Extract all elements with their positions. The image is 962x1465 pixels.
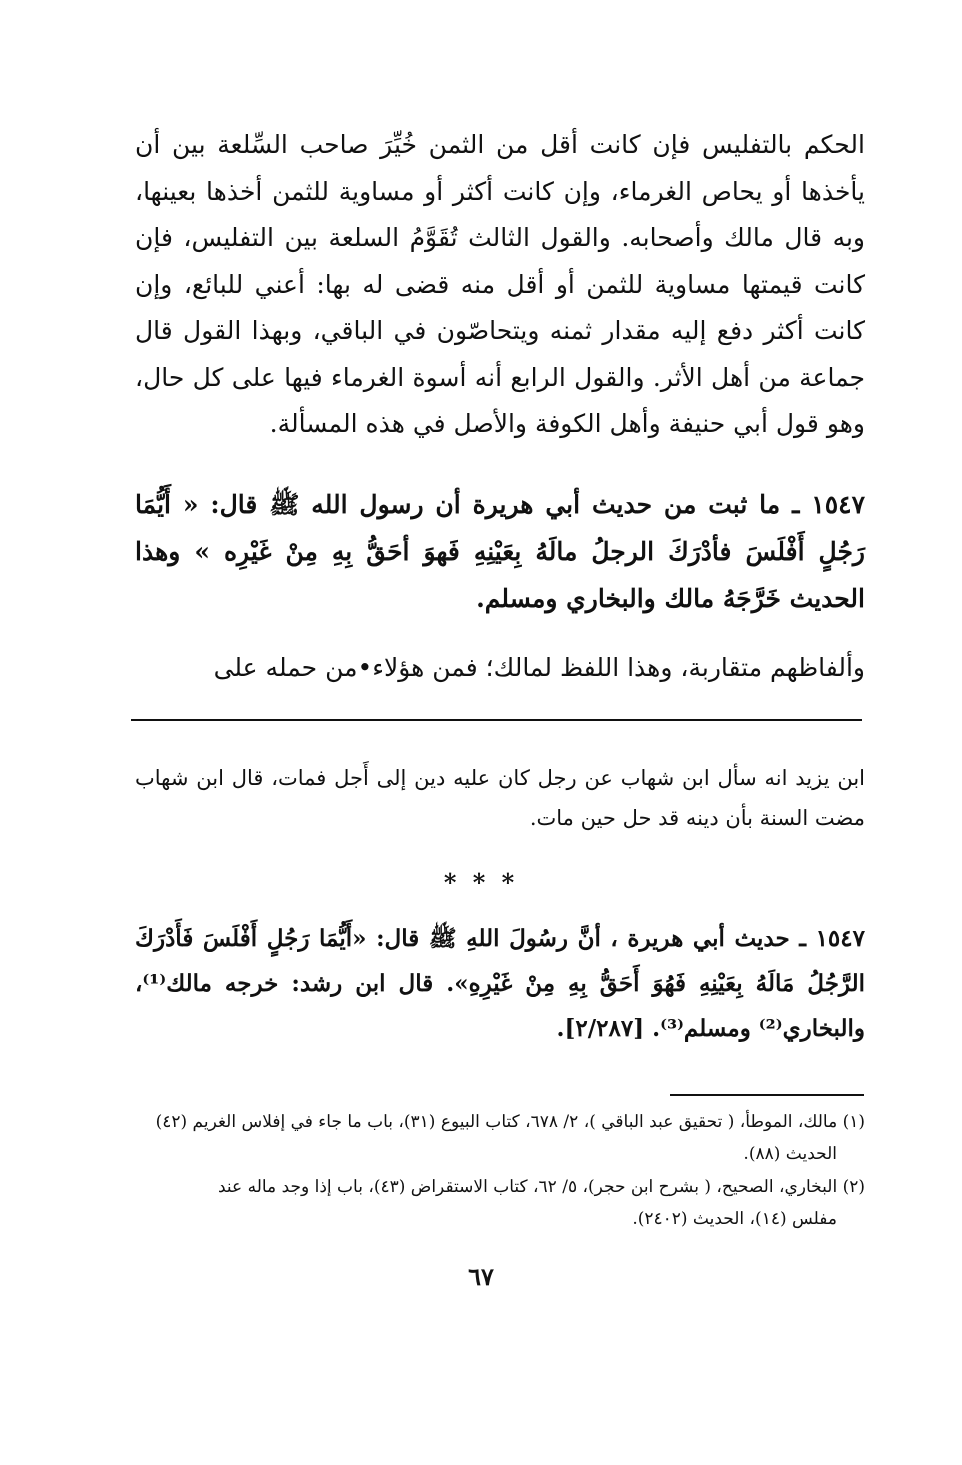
- section-separator: * * *: [443, 868, 519, 897]
- footnote-1: [135, 1106, 865, 1170]
- footnote-2: [135, 1171, 865, 1235]
- main-paragraph: الحكم بالتفليس فإن كانت أقل من الثمن خُيِّرَ صاحب السِّلعة بين أن يأخذها أو يحاص الغرماء، وإن كانت أكثر أو مساوية للثمن أخذها بعينها، وبه قال مالك وأصحابه. والقول الثالث تُقَوَّمُ السلعة بين التفليس، فإن كانت قيمتها مساوية للثمن أو أقل منه قضى له بها: أعني للبائع، وإن كانت أكثر دفع إليه مقدار ثمنه ويتحاصّون في الباقي، وبهذا القول قال جماعة من أهل الأثر. والقول الرابع أنه أسوة الغرماء فيها على كل حال، وهو قول أبي حنيفة وأهل الكوفة والأصل في هذه المسألة.: [135, 130, 865, 438]
- footnote-1-line1: (١) مالك، الموطأ، ( تحقيق عبد الباقي )، ٢/ ٦٧٨، كتاب البيوع (٣١)، باب ما جاء في إفلاس الغريم (٤٢): [155, 1112, 865, 1132]
- footnotes: [135, 1106, 865, 1236]
- continuation-line: وألفاظهم متقاربة، وهذا اللفظ لمالك؛ فمن هؤلاء•من حمله على: [213, 653, 865, 682]
- footnote-2-line1: (٢) البخاري، الصحيح، ( بشرح ابن حجر)، ٥/ ٦٢، كتاب الاستقراض (٤٣)، باب إذا وجد ماله عند: [217, 1177, 865, 1197]
- hadith-main: ١٥٤٧ ـ ما ثبت من حديث أبي هريرة أن رسول الله ﷺ قال: « أَيُّمَا رَجُلٍ أَفْلَسَ فأدْرَكَ الرجلُ مالَهُ بِعَيْنِهِ فَهوَ أحَقُّ بِهِ مِنْ غَيْرِه » وهذا الحديث خَرَّجَهُ مالك والبخاري ومسلم.: [135, 490, 865, 613]
- footnote-divider: [670, 1094, 864, 1096]
- commentary-paragraph: ابن يزيد انه سأل ابن شهاب عن رجل كان عليه دين إلى أَجل فمات، قال ابن شهاب مضت السنة بأن دينه قد حل حين مات.: [135, 766, 865, 830]
- page-number: ٦٧: [468, 1262, 494, 1291]
- footnote-2-line2: مفلس (١٤)، الحديث (٢٤٠٢).: [632, 1209, 837, 1229]
- hadith-tahqiq: ١٥٤٧ ـ حديث أبي هريرة ، أنَّ رسُولَ اللهِ ﷺ قال: «أَيُّمَا رَجُلٍ أَفْلَسَ فَأَدْرَكَ الرَّجُلُ مَالَهُ بِعَيْنِهِ فَهُوَ أَحَقُّ بِهِ مِنْ غَيْرِهِ». قال ابن رشد: خرجه مالك⁽¹⁾، والبخاري⁽²⁾ ومسلم⁽³⁾. [٢/٢٨٧].: [135, 925, 865, 1042]
- footnote-1-line2: الحديث (٨٨).: [743, 1144, 837, 1164]
- text-divider: [131, 719, 862, 721]
